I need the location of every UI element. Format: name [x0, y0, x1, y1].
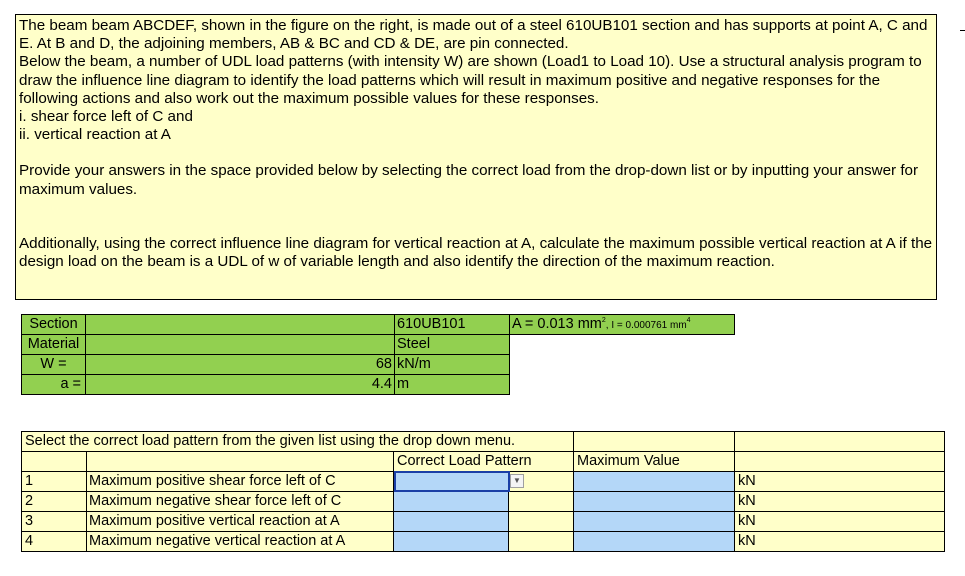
a-unit[interactable]: m	[395, 375, 510, 395]
maximum-value-input[interactable]	[574, 512, 735, 532]
desc-header-cell[interactable]	[87, 452, 394, 472]
load-pattern-dropdown[interactable]	[394, 512, 509, 532]
header-blank-cell[interactable]	[574, 431, 735, 452]
instruction-text: Select the correct load pattern from the given list using the drop down menu.	[21, 431, 574, 452]
problem-item-i: i. shear force left of C and	[19, 108, 193, 126]
load-pattern-dropdown[interactable]	[394, 532, 509, 552]
unit-label: kN	[735, 492, 945, 512]
dropdown-side-cell[interactable]	[509, 472, 574, 492]
a-value[interactable]: 4.4	[86, 375, 395, 395]
material-label[interactable]: Material	[21, 335, 86, 355]
correct-load-pattern-header: Correct Load Pattern	[394, 452, 574, 472]
edge-mark	[960, 30, 965, 31]
maximum-value-input[interactable]	[574, 492, 735, 512]
maximum-value-input[interactable]	[574, 532, 735, 552]
problem-paragraph-1: The beam beam ABCDEF, shown in the figure on the right, is made out of a steel 610UB101 section and has supports at point A, C and E. At B and D, the adjoining members, AB & BC and CD & DE, are pin connected.	[19, 17, 928, 53]
chevron-down-icon[interactable]: ▼	[510, 474, 524, 488]
dropdown-side-cell[interactable]	[509, 492, 574, 512]
row-number: 2	[21, 492, 87, 512]
inertia-exponent: 4	[686, 317, 691, 325]
num-header-cell[interactable]	[21, 452, 87, 472]
w-unit[interactable]: kN/m	[395, 355, 510, 375]
unit-label: kN	[735, 472, 945, 492]
inertia-text: , I = 0.000761 mm	[605, 320, 687, 331]
area-exponent: 2	[601, 317, 606, 325]
a-label[interactable]: a =	[21, 375, 86, 395]
maximum-value-header: Maximum Value	[574, 452, 735, 472]
dropdown-side-cell[interactable]	[509, 532, 574, 552]
row-number: 3	[21, 512, 87, 532]
load-pattern-dropdown[interactable]	[394, 492, 509, 512]
row-number: 4	[21, 532, 87, 552]
w-value[interactable]: 68	[86, 355, 395, 375]
unit-label: kN	[735, 512, 945, 532]
w-label[interactable]: W =	[21, 355, 86, 375]
spacer	[19, 199, 933, 235]
problem-paragraph-3: Provide your answers in the space provided below by selecting the correct load from the drop-down list or by inputting your answer for maximum values.	[19, 162, 919, 198]
section-properties[interactable]	[510, 314, 735, 335]
row-number: 1	[21, 472, 87, 492]
problem-paragraph-2: Below the beam, a number of UDL load patterns (with intensity W) are shown (Load1 to Load 10). Use a structural analysis program to draw the influence line diagram to identify the load patterns which will result in maximum positive and negative responses for the following actions and also work out the maximum possible values for these responses.	[19, 53, 922, 107]
active-cell-outline	[394, 471, 510, 492]
section-value[interactable]: 610UB101	[395, 314, 510, 335]
problem-item-ii: ii. vertical reaction at A	[19, 126, 171, 144]
unit-label: kN	[735, 532, 945, 552]
section-label[interactable]: Section	[21, 314, 86, 335]
spacer	[19, 144, 933, 162]
area-text: A = 0.013 mm	[512, 316, 602, 332]
section-blank-cell[interactable]	[86, 314, 395, 335]
material-blank-cell[interactable]	[86, 335, 395, 355]
header-blank-cell[interactable]	[735, 431, 945, 452]
material-value[interactable]: Steel	[395, 335, 510, 355]
problem-statement	[15, 14, 937, 300]
row-description: Maximum negative vertical reaction at A	[87, 532, 394, 552]
problem-paragraph-4: Additionally, using the correct influence line diagram for vertical reaction at A, calculate the maximum possible vertical reaction at A if the design load on the beam is a UDL of w of variable length and also identify the direction of the maximum reaction.	[19, 234, 933, 271]
row-description: Maximum positive shear force left of C	[87, 472, 394, 492]
row-description: Maximum positive vertical reaction at A	[87, 512, 394, 532]
unit-header-cell[interactable]	[735, 452, 945, 472]
row-description: Maximum negative shear force left of C	[87, 492, 394, 512]
maximum-value-input[interactable]	[574, 472, 735, 492]
dropdown-side-cell[interactable]	[509, 512, 574, 532]
